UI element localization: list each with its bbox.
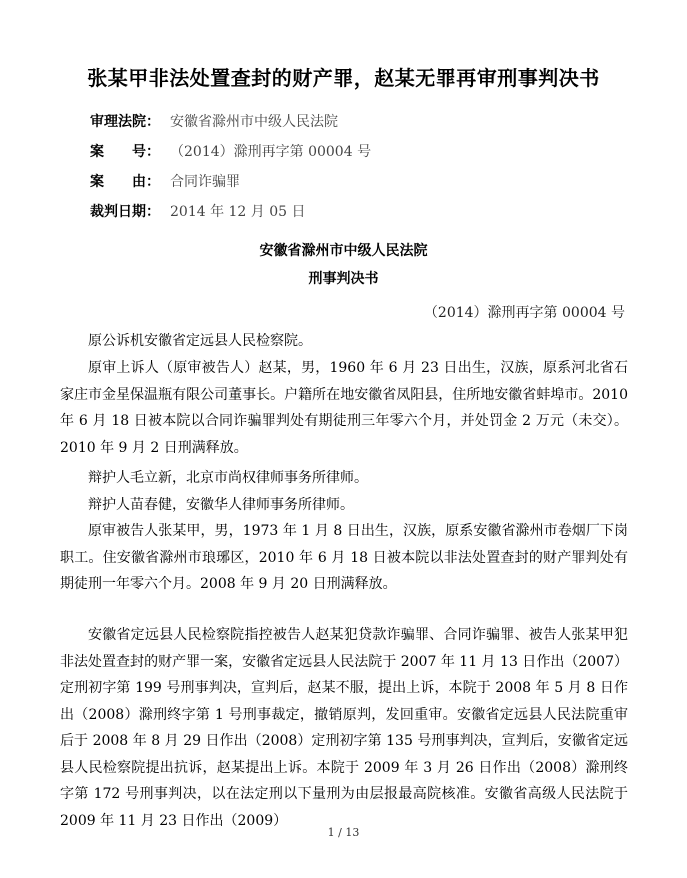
meta-cause-row (90, 167, 610, 197)
case-metadata (90, 107, 610, 227)
page-indicator: 1 / 13 (327, 826, 360, 839)
paragraph-defendant: 原审被告人张某甲，男，1973 年 1 月 8 日出生，汉族，原系安徽省滁州市卷烟厂下岗职工。住安徽省滁州市琅琊区，2010 年 6 月 18 日被本院以非法处置查封的财产罪判处有期徒刑一年零六个月。2008 年 9 月 20 日刑满释放。 (60, 523, 628, 592)
case-number: （2014）滁刑再字第 00004 号 (423, 305, 625, 321)
meta-court-row (90, 107, 610, 137)
meta-date-label: 裁判日期： (90, 204, 160, 220)
meta-caseno-value: （2014）滁刑再字第 00004 号 (170, 144, 372, 160)
document-type-heading: 刑事判决书 (308, 271, 379, 287)
court-name-heading: 安徽省滁州市中级人民法院 (259, 243, 428, 259)
paragraph-defender-1: 辩护人毛立新，北京市尚权律师事务所律师。 (88, 470, 368, 486)
paragraph-procedure: 安徽省定远县人民检察院指控被告人赵某犯贷款诈骗罪、合同诈骗罪、被告人张某甲犯非法处置查封的财产罪一案，安徽省定远县人民法院于 2007 年 11 月 13 日作出（2007）定刑初字第 199 号刑事判决，宣判后，赵某不服，提出上诉，本院于 2008 年 5 月 8 日作出（2008）滁刑终字第 1 号刑事裁定，撤销原判，发回重审。安徽省定远县人民法院重审后于 2008 年 8 月 29 日作出（2008）定刑初字第 135 号刑事判决，宣判后，安徽省定远县人民检察院提出抗诉，赵某提出上诉。本院于 2009 年 3 月 26 日作出（2008）滁刑终字第 172 号刑事判决，以在法定刑以下量刑为由层报最高院核准。安徽省高级人民法院于 2009 年 11 月 23 日作出（2009） (60, 627, 628, 829)
meta-date-row (90, 197, 610, 227)
paragraph-appellant: 原审上诉人（原审被告人）赵某，男，1960 年 6 月 23 日出生，汉族，原系河北省石家庄市金星保温瓶有限公司董事长。户籍所在地安徽省凤阳县，住所地安徽省蚌埠市。2010 年 6 月 18 日被本院以合同诈骗罪判处有期徒刑三年零六个月，并处罚金 2 万元（未交）。2010 年 9 月 2 日刑满释放。 (60, 360, 628, 456)
paragraph-prosecutor: 原公诉机安徽省定远县人民检察院。 (88, 333, 312, 349)
paragraph-defender-2: 辩护人苗春健，安徽华人律师事务所律师。 (88, 497, 354, 513)
document-title: 张某甲非法处置查封的财产罪，赵某无罪再审刑事判决书 (87, 66, 600, 90)
meta-caseno-row (90, 137, 610, 167)
meta-court-label: 审理法院： (90, 114, 160, 130)
meta-cause-label: 案 由： (90, 174, 160, 190)
meta-caseno-label: 案 号： (90, 144, 160, 160)
meta-court-value: 安徽省滁州市中级人民法院 (170, 114, 338, 130)
meta-date-value: 2014 年 12 月 05 日 (170, 204, 306, 220)
meta-cause-value: 合同诈骗罪 (170, 174, 240, 190)
